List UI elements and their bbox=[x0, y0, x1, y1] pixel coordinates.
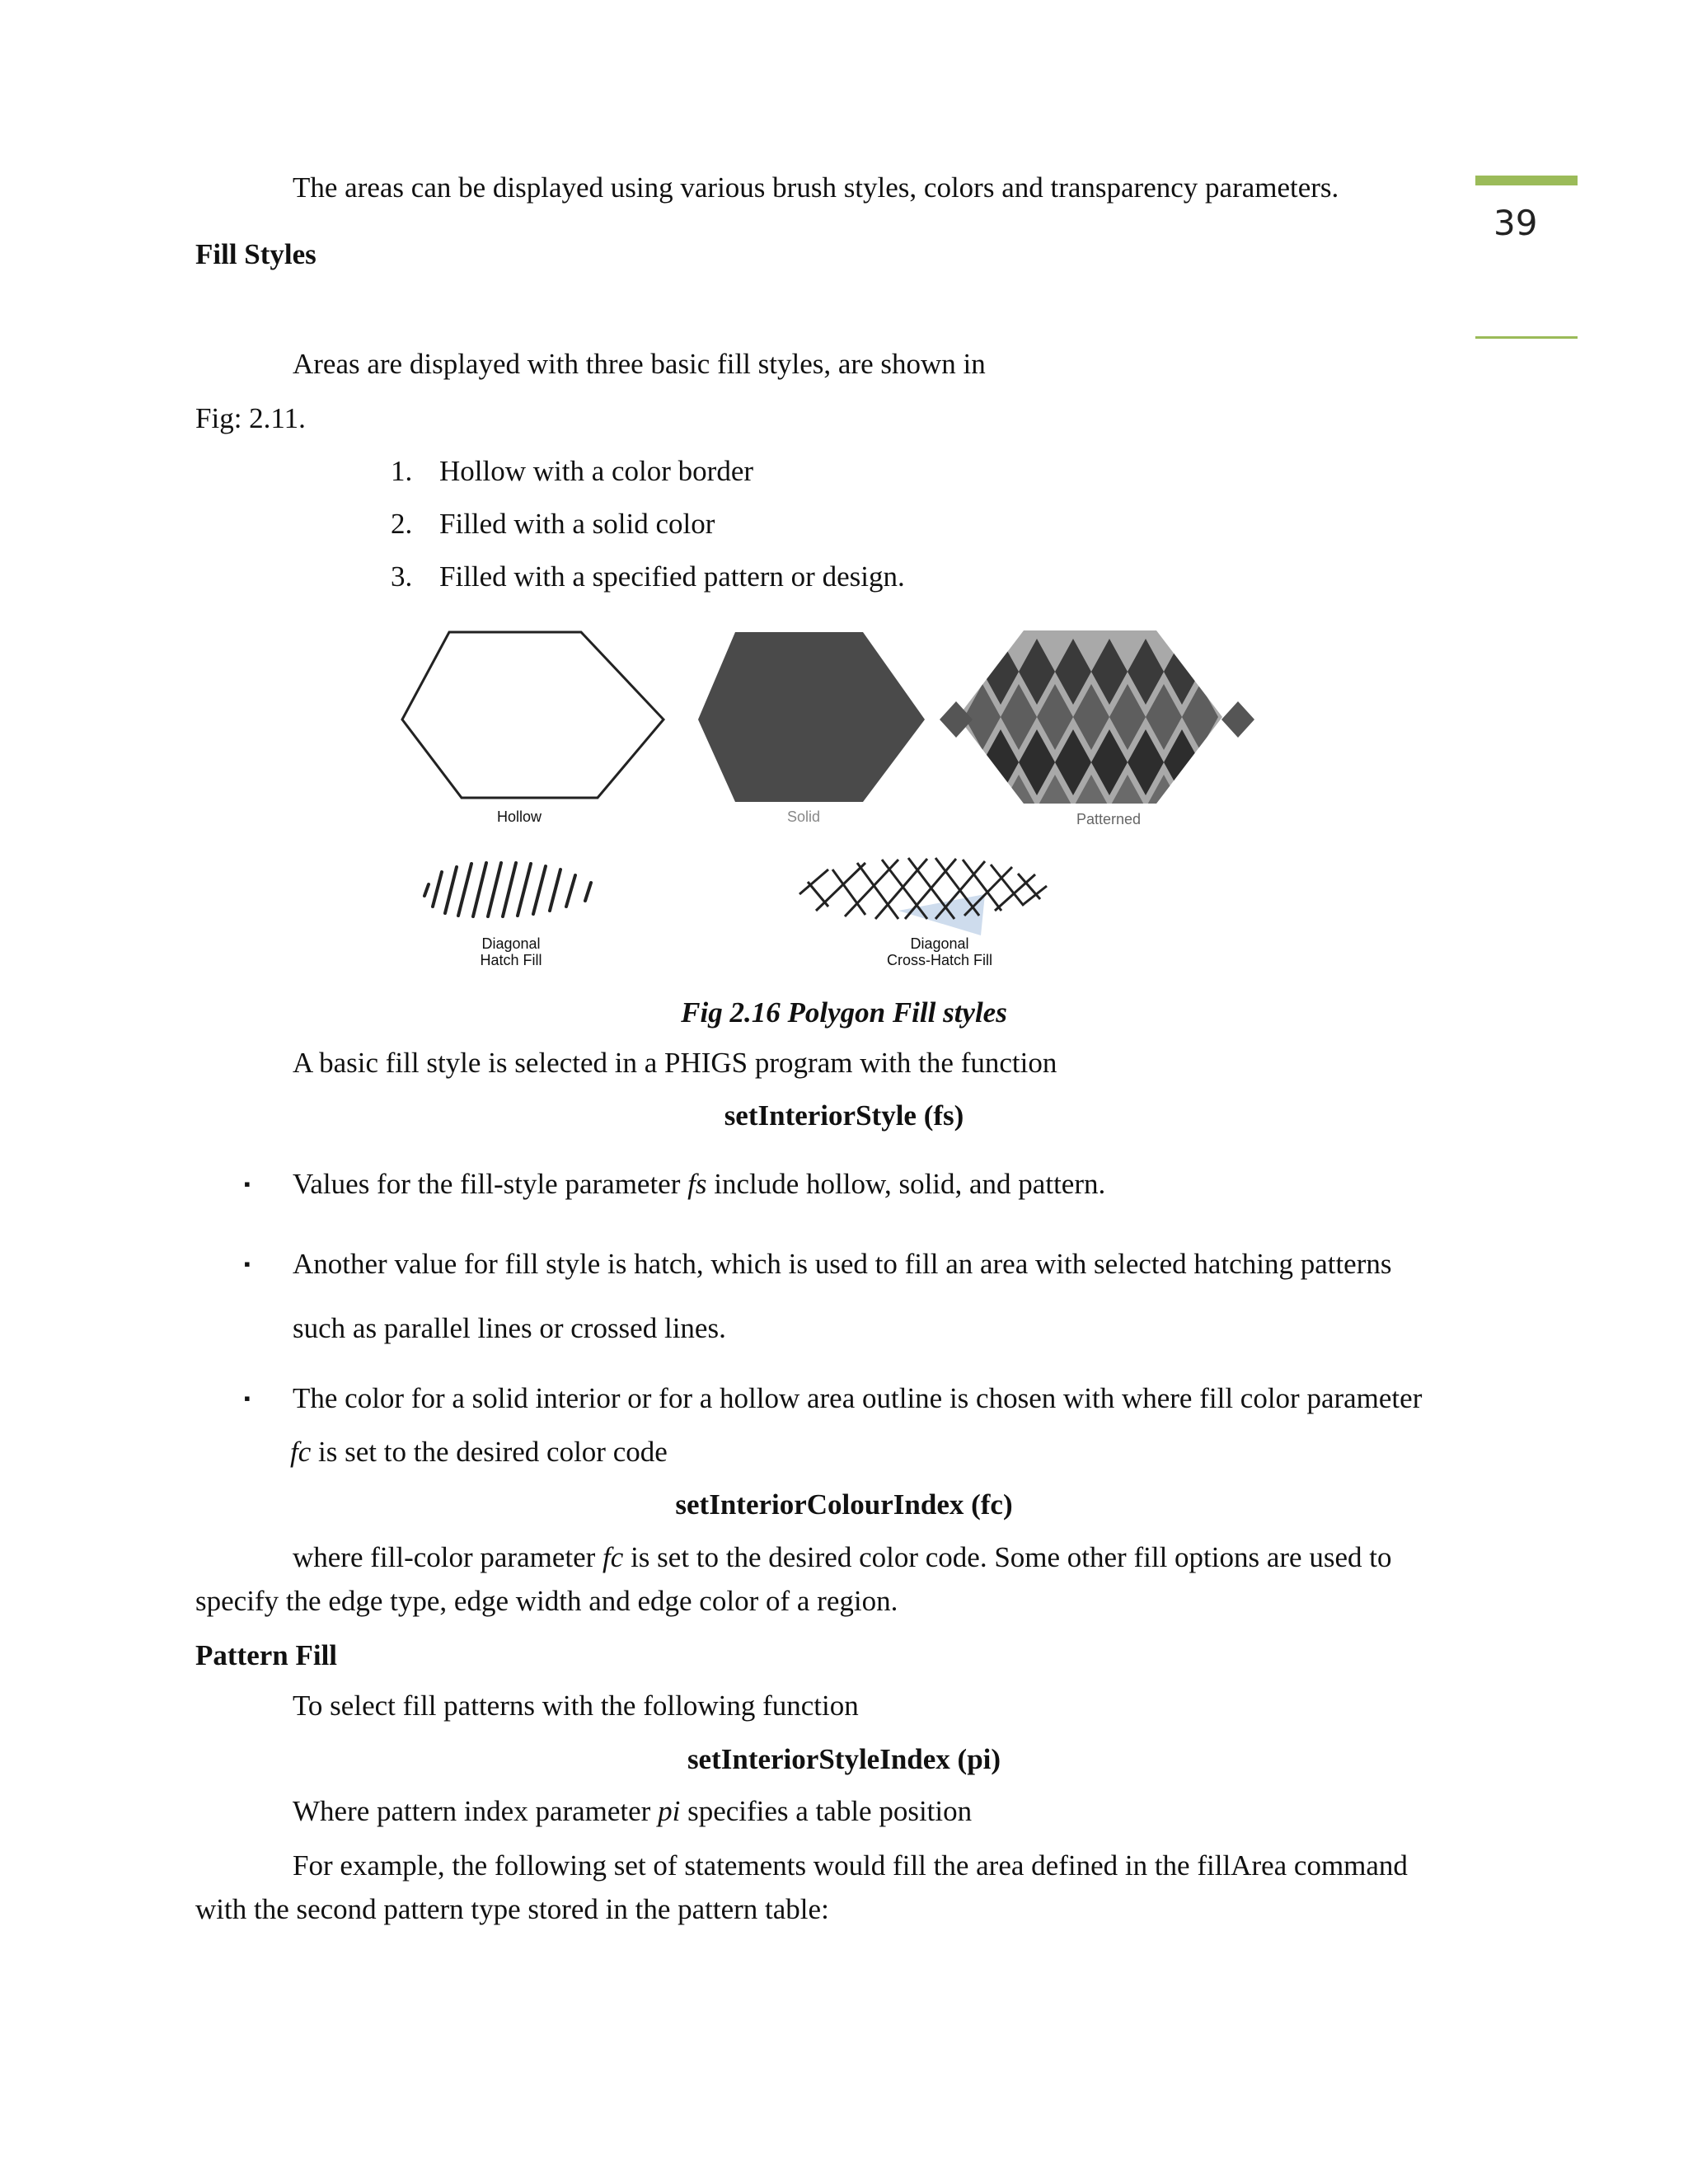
figure-illustration bbox=[387, 622, 1278, 977]
areas-paragraph-line1: Areas are displayed with three basic fill styles, are shown in bbox=[293, 348, 986, 380]
header-accent-bar bbox=[1475, 176, 1578, 185]
diagonal-hatch-fill bbox=[424, 863, 591, 916]
label-hollow: Hollow bbox=[496, 808, 542, 825]
example-paragraph-line2: with the second pattern type stored in the pattern table: bbox=[195, 1893, 829, 1925]
areas-paragraph-line2: Fig: 2.11. bbox=[195, 402, 306, 434]
bullet-color-line1: The color for a solid interior or for a hollow area outline is chosen with where fill color parameter bbox=[293, 1382, 1423, 1414]
label-hatch-line2: Hatch Fill bbox=[480, 952, 542, 968]
example-paragraph-line1: For example, the following set of statements would fill the area defined in the fillArea command bbox=[293, 1849, 1408, 1882]
label-hatch-line1: Diagonal bbox=[481, 935, 541, 952]
pattern-index-paragraph: Where pattern index parameter pi specifies a table position bbox=[293, 1795, 973, 1827]
list-item: Filled with a solid color bbox=[439, 508, 715, 540]
polygon-fill-styles-figure bbox=[387, 622, 1278, 977]
page-number: 39 bbox=[1493, 203, 1538, 243]
function-set-interior-colour-index: setInteriorColourIndex (fc) bbox=[675, 1488, 1013, 1521]
fill-styles-heading: Fill Styles bbox=[195, 238, 316, 270]
label-cross-line1: Diagonal bbox=[910, 935, 969, 952]
fill-color-paragraph-line2: specify the edge type, edge width and edge color of a region. bbox=[195, 1585, 898, 1617]
label-solid: Solid bbox=[786, 808, 821, 825]
select-patterns-paragraph: To select fill patterns with the following function bbox=[293, 1690, 859, 1722]
header-accent-line bbox=[1475, 336, 1578, 339]
fill-color-paragraph-line1: where fill-color parameter fc is set to the desired color code. Some other fill options are used to bbox=[293, 1541, 1392, 1573]
bullet-hatch-line2: such as parallel lines or crossed lines. bbox=[293, 1312, 726, 1344]
bullet-color-line2: fc is set to the desired color code bbox=[290, 1436, 668, 1468]
solid-hexagon bbox=[698, 632, 925, 802]
bullet-marker: ▪ bbox=[244, 1174, 251, 1194]
bullet-hatch-line1: Another value for fill style is hatch, which is used to fill an area with selected hatching patterns bbox=[293, 1248, 1392, 1280]
pattern-fill-heading: Pattern Fill bbox=[195, 1639, 338, 1671]
hollow-hexagon bbox=[402, 632, 663, 798]
list-item: Filled with a specified pattern or design. bbox=[439, 560, 905, 593]
function-set-interior-style: setInteriorStyle (fs) bbox=[724, 1099, 964, 1132]
label-patterned: Patterned bbox=[1076, 811, 1142, 827]
bullet-marker: ▪ bbox=[244, 1388, 251, 1408]
figure-caption: Fig 2.16 Polygon Fill styles bbox=[681, 996, 1007, 1029]
bullet-fill-style-values: Values for the fill-style parameter fs include hollow, solid, and pattern. bbox=[293, 1168, 1106, 1200]
bullet-marker: ▪ bbox=[244, 1254, 251, 1274]
list-item-number: 2. bbox=[391, 508, 413, 540]
label-cross-line2: Cross-Hatch Fill bbox=[886, 952, 992, 968]
list-item: Hollow with a color border bbox=[439, 455, 754, 487]
list-item-number: 3. bbox=[391, 560, 413, 593]
list-item-number: 1. bbox=[391, 455, 413, 487]
patterned-hexagon bbox=[940, 630, 1254, 841]
diagonal-cross-hatch-fill bbox=[799, 858, 1047, 935]
function-set-interior-style-index: setInteriorStyleIndex (pi) bbox=[687, 1743, 1001, 1775]
basic-fill-paragraph: A basic fill style is selected in a PHIGS program with the function bbox=[293, 1047, 1057, 1079]
intro-paragraph: The areas can be displayed using various brush styles, colors and transparency parameters. bbox=[293, 171, 1339, 204]
